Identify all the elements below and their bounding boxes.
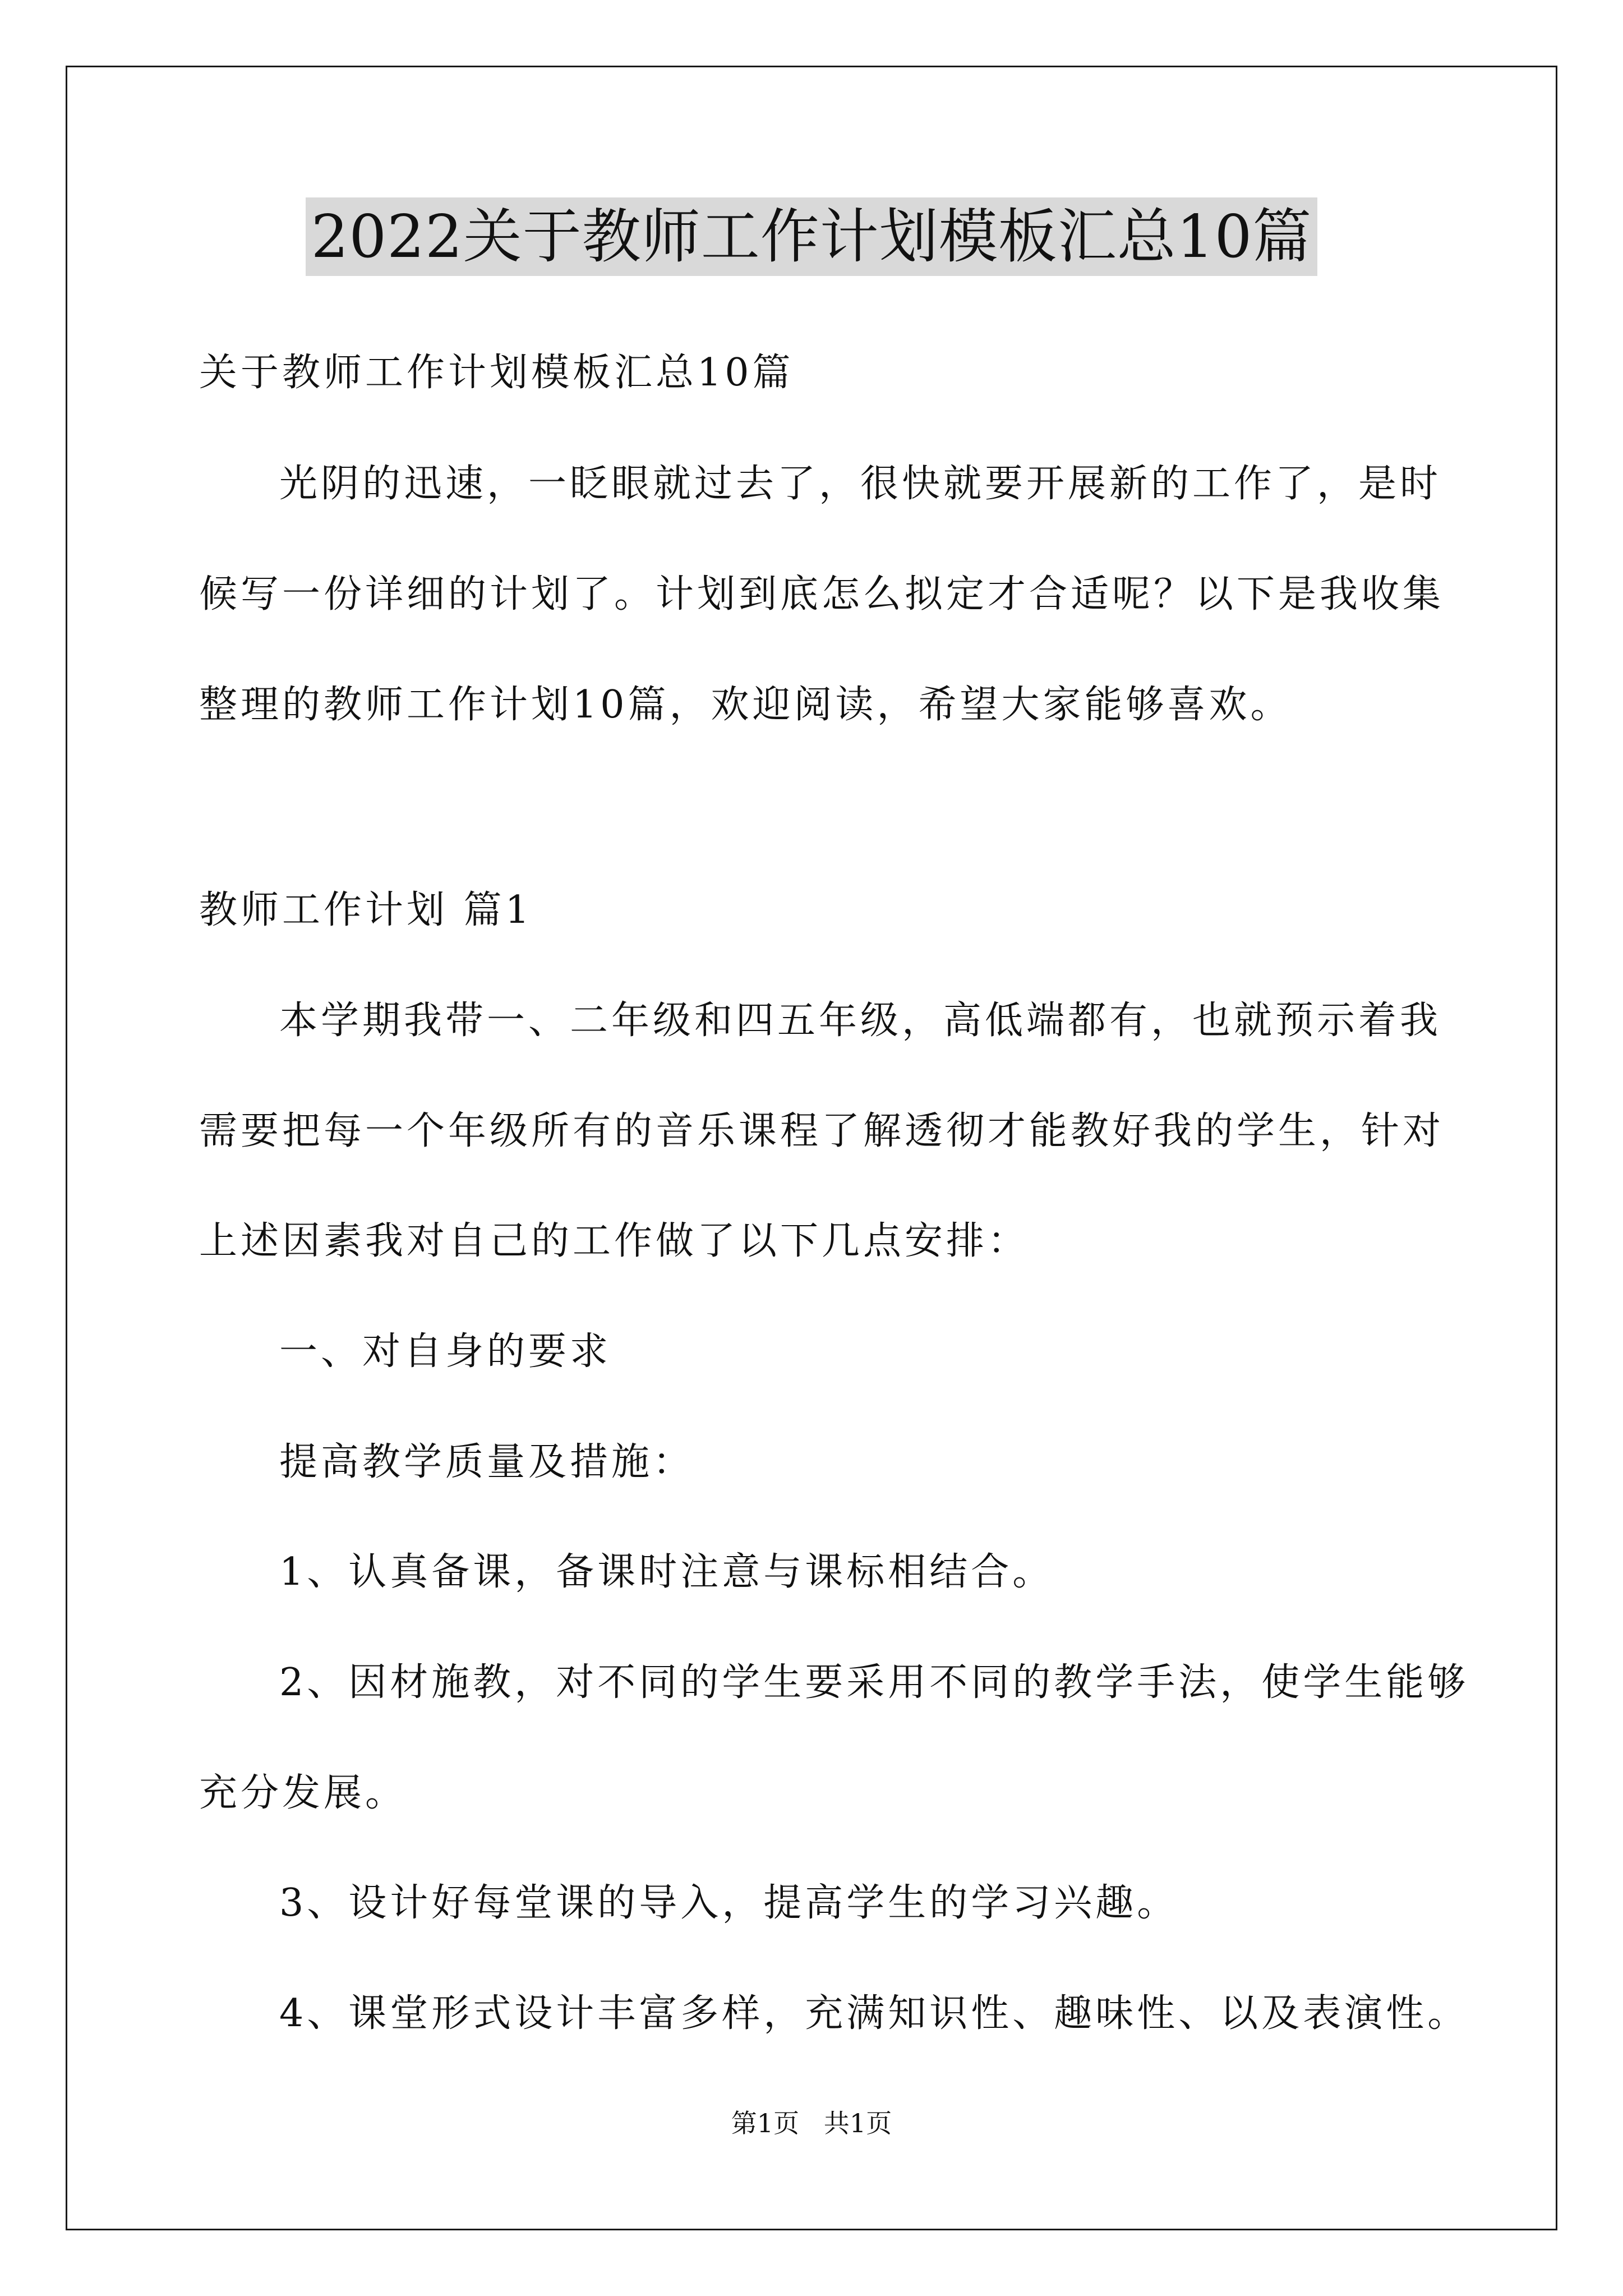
intro-line: 候写一份详细的计划了。计划到底怎么拟定才合适呢？以下是我收集 — [199, 572, 1445, 616]
body-line: 上述因素我对自己的工作做了以下几点安排： — [199, 1219, 1030, 1263]
body-line: 4、课堂形式设计丰富多样，充满知识性、趣味性、以及表演性。 — [279, 1991, 1469, 2036]
body-line: 一、对自身的要求 — [279, 1329, 612, 1374]
intro-line: 光阴的迅速，一眨眼就过去了，很快就要开展新的工作了，是时 — [279, 462, 1442, 506]
section-heading: 教师工作计划 篇1 — [199, 888, 533, 932]
document-subtitle: 关于教师工作计划模板汇总10篇 — [199, 351, 794, 395]
body-line: 本学期我带一、二年级和四五年级，高低端都有，也就预示着我 — [279, 999, 1442, 1043]
body-line: 充分发展。 — [199, 1771, 407, 1815]
body-line: 3、设计好每堂课的导入，提高学生的学习兴趣。 — [279, 1881, 1179, 1925]
page-footer: 第1页 共1页 — [731, 2108, 892, 2138]
body-line: 1、认真备课，备课时注意与课标相结合。 — [279, 1550, 1054, 1594]
body-line: 需要把每一个年级所有的音乐课程了解透彻才能教好我的学生，针对 — [199, 1109, 1445, 1153]
body-line: 提高教学质量及措施： — [279, 1440, 695, 1484]
body-line: 2、因材施教，对不同的学生要采用不同的教学手法，使学生能够 — [279, 1660, 1469, 1705]
document-title: 2022关于教师工作计划模板汇总10篇 — [306, 197, 1318, 276]
title-container — [0, 197, 1623, 276]
intro-line: 整理的教师工作计划10篇，欢迎阅读，希望大家能够喜欢。 — [199, 683, 1292, 727]
